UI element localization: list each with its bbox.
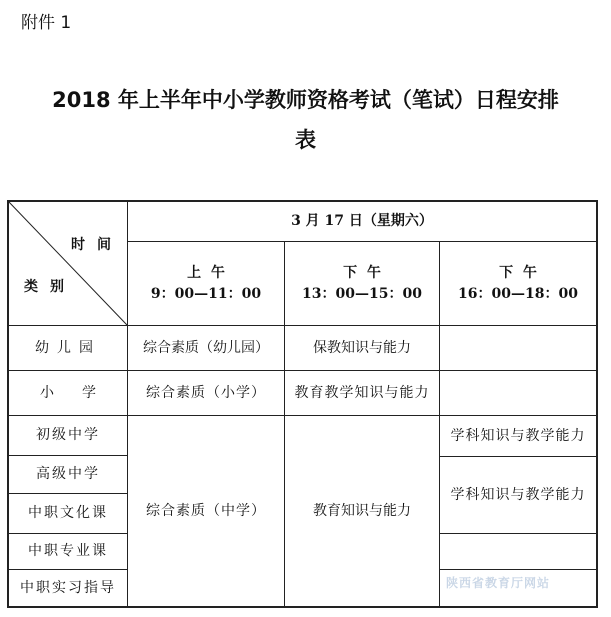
- page-title: 2018 年上半年中小学教师资格考试（笔试）日程安排: [52, 88, 559, 112]
- category-junior-middle: 初级中学: [36, 427, 100, 443]
- corner-time-label: 时间: [71, 237, 123, 253]
- watermark-text: 陕西省教育厅网站: [446, 576, 551, 590]
- session-period: 上 午: [187, 264, 225, 281]
- cell-middle-session1: 综合素质（中学）: [146, 502, 266, 519]
- session-header-2: [285, 242, 439, 325]
- page-title-continued: 表: [295, 128, 316, 152]
- category-senior-middle: 高级中学: [36, 466, 100, 482]
- session-time: 13：00—15：00: [302, 285, 422, 302]
- corner-diagonal: [7, 200, 128, 326]
- category-vocational-culture: 中职文化课: [28, 505, 108, 521]
- session-header-3: [440, 242, 596, 325]
- cell-kindergarten-session2: 保教知识与能力: [313, 339, 411, 356]
- session-time: 9：00—11：00: [150, 285, 262, 302]
- cell-middle-session2: 教育知识与能力: [313, 502, 411, 519]
- corner-category-label: 类别: [24, 279, 76, 295]
- session-period: 下 午: [499, 264, 537, 281]
- session-header-1: [128, 242, 284, 325]
- cell-primary-session2: 教育教学知识与能力: [294, 384, 430, 401]
- session-period: 下 午: [343, 264, 381, 281]
- session-time: 16：00—18：00: [458, 285, 578, 302]
- category-vocational-professional: 中职专业课: [28, 543, 108, 559]
- cell-primary-session1: 综合素质（小学）: [146, 384, 266, 401]
- cell-junior-session3: 学科知识与教学能力: [450, 427, 586, 444]
- cell-senior-vocational-session3: 学科知识与教学能力: [450, 486, 586, 503]
- category-vocational-internship: 中职实习指导: [20, 579, 116, 596]
- attachment-label: 附件 1: [21, 13, 72, 33]
- category-kindergarten: 幼儿园: [35, 339, 101, 356]
- cell-kindergarten-session1: 综合素质（幼儿园）: [143, 339, 269, 356]
- date-header: 3 月 17 日（星期六）: [291, 213, 433, 229]
- category-primary: 小学: [40, 384, 124, 401]
